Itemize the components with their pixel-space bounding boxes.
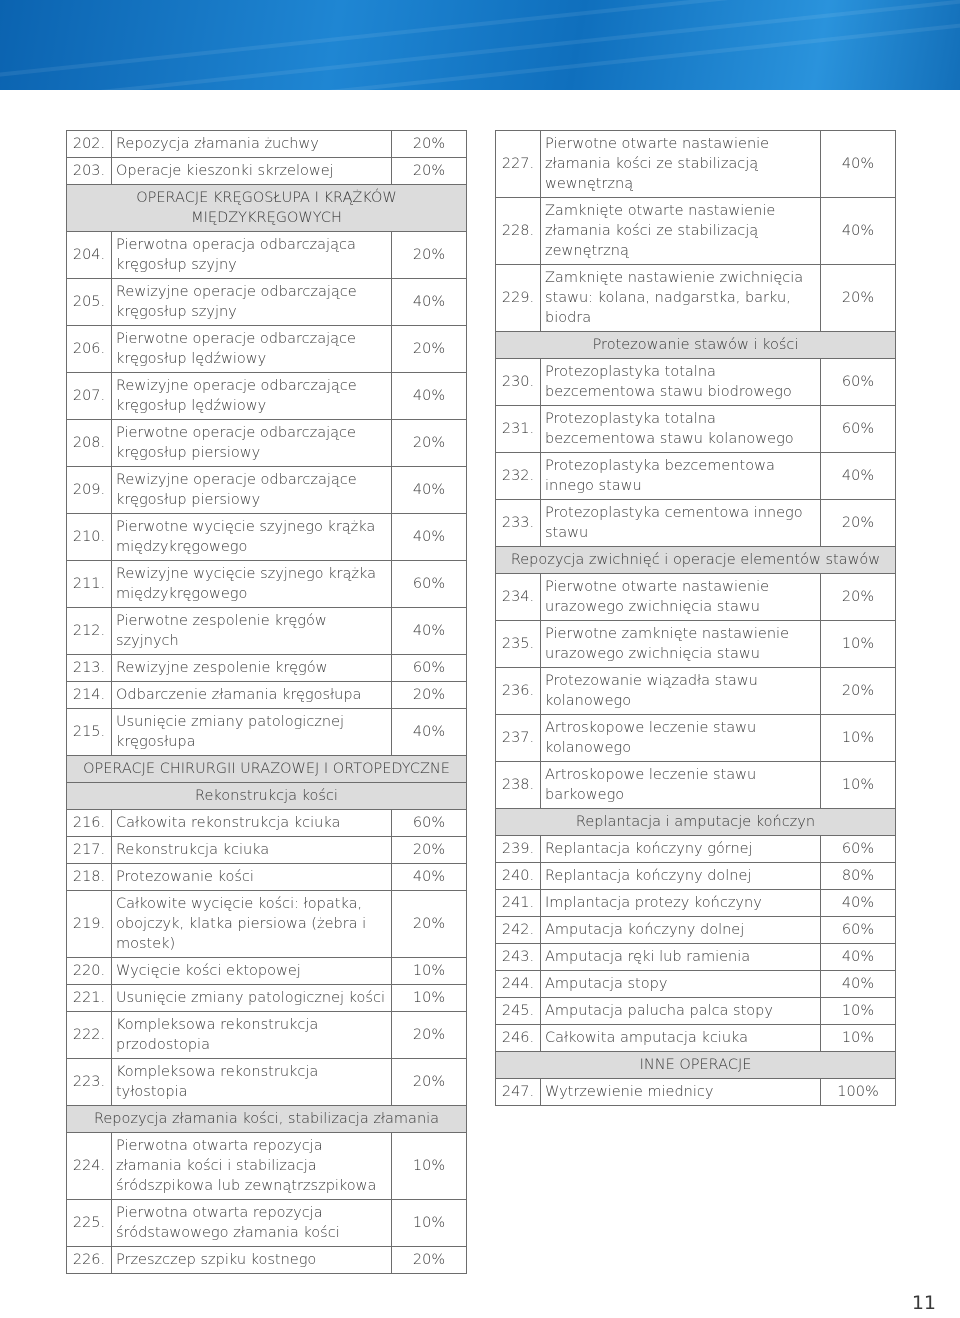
- procedure-number: 239.: [496, 836, 541, 863]
- procedure-row: [67, 1012, 467, 1059]
- procedure-percentage: 10%: [821, 621, 896, 668]
- procedure-number: 246.: [496, 1025, 541, 1052]
- procedure-name: Pierwotne otwarte nastawienie złamania kości ze stabilizacją wewnętrzną: [541, 131, 821, 198]
- procedure-name: Pierwotna operacja odbarczająca kręgosłup szyjny: [112, 232, 392, 279]
- section-header-row: [496, 809, 896, 836]
- procedure-number: 223.: [67, 1059, 112, 1106]
- procedure-row: [67, 326, 467, 373]
- section-header: Protezowanie stawów i kości: [496, 332, 896, 359]
- procedure-number: 230.: [496, 359, 541, 406]
- procedure-name: Pierwotne zamknięte nastawienie urazowego zwichnięcia stawu: [541, 621, 821, 668]
- procedure-name: Artroskopowe leczenie stawu barkowego: [541, 762, 821, 809]
- procedure-number: 204.: [67, 232, 112, 279]
- procedure-number: 227.: [496, 131, 541, 198]
- procedure-number: 244.: [496, 971, 541, 998]
- procedure-percentage: 60%: [821, 917, 896, 944]
- procedure-percentage: 10%: [392, 985, 467, 1012]
- procedure-number: 232.: [496, 453, 541, 500]
- procedure-row: [496, 762, 896, 809]
- procedure-name: Artroskopowe leczenie stawu kolanowego: [541, 715, 821, 762]
- procedure-percentage: 20%: [392, 158, 467, 185]
- procedure-name: Wytrzewienie miednicy: [541, 1079, 821, 1106]
- procedure-number: 211.: [67, 561, 112, 608]
- procedure-percentage: 20%: [392, 682, 467, 709]
- procedure-percentage: 10%: [821, 762, 896, 809]
- procedure-name: Rewizyjne wycięcie szyjnego krążka międzykręgowego: [112, 561, 392, 608]
- procedure-row: [67, 232, 467, 279]
- procedure-number: 216.: [67, 810, 112, 837]
- procedure-row: [67, 514, 467, 561]
- procedure-number: 238.: [496, 762, 541, 809]
- section-header: Repozycja złamania kości, stabilizacja złamania: [67, 1106, 467, 1133]
- procedure-number: 217.: [67, 837, 112, 864]
- procedure-percentage: 20%: [392, 1059, 467, 1106]
- procedure-percentage: 40%: [392, 467, 467, 514]
- procedure-percentage: 20%: [821, 265, 896, 332]
- section-header-row: [67, 783, 467, 810]
- procedure-name: Całkowita rekonstrukcja kciuka: [112, 810, 392, 837]
- procedure-name: Całkowite wycięcie kości: łopatka, obojczyk, klatka piersiowa (żebra i mostek): [112, 891, 392, 958]
- procedure-percentage: 60%: [821, 406, 896, 453]
- procedure-percentage: 40%: [392, 279, 467, 326]
- section-header: OPERACJE CHIRURGII URAZOWEJ I ORTOPEDYCZNE: [67, 756, 467, 783]
- section-header-row: [67, 185, 467, 232]
- procedure-row: [496, 406, 896, 453]
- procedure-number: 247.: [496, 1079, 541, 1106]
- page-number: 11: [911, 1292, 936, 1314]
- procedure-number: 202.: [67, 131, 112, 158]
- procedure-percentage: 10%: [392, 958, 467, 985]
- header-banner: [0, 0, 960, 90]
- section-header-row: [67, 756, 467, 783]
- procedure-row: [67, 709, 467, 756]
- procedure-row: [67, 891, 467, 958]
- procedure-row: [67, 682, 467, 709]
- procedure-number: 233.: [496, 500, 541, 547]
- procedure-row: [496, 621, 896, 668]
- procedure-name: Pierwotne wycięcie szyjnego krążka międzykręgowego: [112, 514, 392, 561]
- procedure-name: Operacje kieszonki skrzelowej: [112, 158, 392, 185]
- procedure-number: 241.: [496, 890, 541, 917]
- procedure-percentage: 80%: [821, 863, 896, 890]
- procedure-name: Protezoplastyka totalna bezcementowa stawu kolanowego: [541, 406, 821, 453]
- procedure-row: [496, 971, 896, 998]
- procedure-name: Przeszczep szpiku kostnego: [112, 1247, 392, 1274]
- procedure-row: [67, 1133, 467, 1200]
- procedure-name: Rewizyjne operacje odbarczające kręgosłup piersiowy: [112, 467, 392, 514]
- procedure-number: 240.: [496, 863, 541, 890]
- procedure-row: [496, 890, 896, 917]
- procedure-percentage: 20%: [392, 1247, 467, 1274]
- procedure-name: Pierwotna otwarta repozycja złamania kości i stabilizacja śródszpikowa lub zewnątrzszpikowa: [112, 1133, 392, 1200]
- procedure-number: 224.: [67, 1133, 112, 1200]
- procedure-name: Amputacja palucha palca stopy: [541, 998, 821, 1025]
- section-header-row: [496, 1052, 896, 1079]
- procedure-number: 225.: [67, 1200, 112, 1247]
- procedure-number: 245.: [496, 998, 541, 1025]
- procedure-percentage: 40%: [392, 864, 467, 891]
- procedure-name: Rekonstrukcja kciuka: [112, 837, 392, 864]
- procedure-number: 219.: [67, 891, 112, 958]
- procedure-name: Zamknięte otwarte nastawienie złamania kości ze stabilizacją zewnętrzną: [541, 198, 821, 265]
- procedure-name: Protezoplastyka totalna bezcementowa stawu biodrowego: [541, 359, 821, 406]
- procedure-row: [496, 359, 896, 406]
- procedure-number: 206.: [67, 326, 112, 373]
- procedure-name: Wycięcie kości ektopowej: [112, 958, 392, 985]
- procedure-row: [496, 863, 896, 890]
- procedure-percentage: 40%: [392, 514, 467, 561]
- procedure-name: Rewizyjne operacje odbarczające kręgosłup lędźwiowy: [112, 373, 392, 420]
- procedure-number: 237.: [496, 715, 541, 762]
- procedure-name: Rewizyjne zespolenie kręgów: [112, 655, 392, 682]
- procedure-name: Rewizyjne operacje odbarczające kręgosłup szyjny: [112, 279, 392, 326]
- section-header-row: [496, 547, 896, 574]
- procedure-name: Kompleksowa rekonstrukcja przodostopia: [112, 1012, 392, 1059]
- procedure-name: Replantacja kończyny dolnej: [541, 863, 821, 890]
- procedure-row: [67, 608, 467, 655]
- procedure-row: [67, 279, 467, 326]
- procedure-row: [496, 917, 896, 944]
- procedure-percentage: 40%: [821, 453, 896, 500]
- procedure-percentage: 10%: [392, 1200, 467, 1247]
- procedure-number: 242.: [496, 917, 541, 944]
- procedure-name: Pierwotne operacje odbarczające kręgosłup piersiowy: [112, 420, 392, 467]
- procedure-name: Amputacja stopy: [541, 971, 821, 998]
- procedure-row: [67, 420, 467, 467]
- procedure-row: [67, 1247, 467, 1274]
- procedure-percentage: 40%: [821, 971, 896, 998]
- procedure-percentage: 10%: [392, 1133, 467, 1200]
- procedure-percentage: 20%: [821, 500, 896, 547]
- procedure-name: Protezowanie kości: [112, 864, 392, 891]
- procedure-number: 243.: [496, 944, 541, 971]
- procedure-name: Protezowanie wiązadła stawu kolanowego: [541, 668, 821, 715]
- procedure-percentage: 10%: [821, 1025, 896, 1052]
- procedure-row: [496, 715, 896, 762]
- procedure-percentage: 40%: [821, 944, 896, 971]
- procedure-name: Pierwotne zespolenie kręgów szyjnych: [112, 608, 392, 655]
- procedure-row: [67, 158, 467, 185]
- procedure-percentage: 40%: [392, 373, 467, 420]
- procedure-percentage: 60%: [821, 836, 896, 863]
- procedure-row: [496, 1079, 896, 1106]
- procedure-name: Zamknięte nastawienie zwichnięcia stawu: kolana, nadgarstka, barku, biodra: [541, 265, 821, 332]
- procedure-number: 222.: [67, 1012, 112, 1059]
- section-header: Rekonstrukcja kości: [67, 783, 467, 810]
- procedure-percentage: 100%: [821, 1079, 896, 1106]
- procedure-number: 228.: [496, 198, 541, 265]
- procedure-row: [67, 837, 467, 864]
- procedure-row: [496, 131, 896, 198]
- procedure-percentage: 20%: [392, 131, 467, 158]
- procedure-percentage: 20%: [821, 574, 896, 621]
- procedure-row: [496, 198, 896, 265]
- procedure-row: [496, 998, 896, 1025]
- procedure-percentage: 20%: [392, 1012, 467, 1059]
- procedure-name: Repozycja złamania żuchwy: [112, 131, 392, 158]
- procedure-percentage: 40%: [821, 131, 896, 198]
- section-header: INNE OPERACJE: [496, 1052, 896, 1079]
- procedure-percentage: 10%: [821, 998, 896, 1025]
- procedure-percentage: 40%: [392, 709, 467, 756]
- procedure-row: [67, 810, 467, 837]
- procedure-name: Kompleksowa rekonstrukcja tyłostopia: [112, 1059, 392, 1106]
- procedure-number: 213.: [67, 655, 112, 682]
- procedure-number: 205.: [67, 279, 112, 326]
- procedure-percentage: 20%: [821, 668, 896, 715]
- procedure-row: [496, 668, 896, 715]
- section-header: OPERACJE KRĘGOSŁUPA I KRĄŻKÓW MIĘDZYKRĘGOWYCH: [67, 185, 467, 232]
- procedure-number: 210.: [67, 514, 112, 561]
- procedure-name: Protezoplastyka cementowa innego stawu: [541, 500, 821, 547]
- procedure-percentage: 60%: [392, 561, 467, 608]
- procedure-number: 218.: [67, 864, 112, 891]
- procedure-number: 234.: [496, 574, 541, 621]
- procedure-name: Pierwotne otwarte nastawienie urazowego zwichnięcia stawu: [541, 574, 821, 621]
- procedure-number: 226.: [67, 1247, 112, 1274]
- section-header: Repozycja zwichnięć i operacje elementów stawów: [496, 547, 896, 574]
- procedure-row: [67, 1200, 467, 1247]
- procedure-row: [67, 1059, 467, 1106]
- procedure-name: Całkowita amputacja kciuka: [541, 1025, 821, 1052]
- procedure-number: 208.: [67, 420, 112, 467]
- procedure-row: [67, 958, 467, 985]
- procedure-row: [496, 1025, 896, 1052]
- procedure-percentage: 60%: [821, 359, 896, 406]
- procedure-percentage: 40%: [821, 890, 896, 917]
- procedure-percentage: 20%: [392, 326, 467, 373]
- procedure-number: 207.: [67, 373, 112, 420]
- procedure-name: Implantacja protezy kończyny: [541, 890, 821, 917]
- procedure-percentage: 60%: [392, 810, 467, 837]
- procedure-row: [496, 453, 896, 500]
- procedure-row: [496, 836, 896, 863]
- procedure-percentage: 20%: [392, 232, 467, 279]
- procedure-name: Protezoplastyka bezcementowa innego stawu: [541, 453, 821, 500]
- procedure-number: 221.: [67, 985, 112, 1012]
- procedure-percentage: 20%: [392, 837, 467, 864]
- procedure-percentage: 60%: [392, 655, 467, 682]
- procedure-row: [496, 265, 896, 332]
- procedure-name: Pierwotne operacje odbarczające kręgosłup lędźwiowy: [112, 326, 392, 373]
- procedure-row: [67, 985, 467, 1012]
- procedure-row: [67, 467, 467, 514]
- procedure-row: [496, 944, 896, 971]
- procedure-name: Replantacja kończyny górnej: [541, 836, 821, 863]
- procedure-row: [67, 655, 467, 682]
- procedure-number: 231.: [496, 406, 541, 453]
- right-procedures-table: [495, 130, 896, 1106]
- section-header-row: [496, 332, 896, 359]
- procedure-name: Odbarczenie złamania kręgosłupa: [112, 682, 392, 709]
- procedure-row: [496, 574, 896, 621]
- procedure-name: Pierwotna otwarta repozycja śródstawowego złamania kości: [112, 1200, 392, 1247]
- procedure-number: 229.: [496, 265, 541, 332]
- procedure-percentage: 40%: [821, 198, 896, 265]
- left-procedures-table: [66, 130, 467, 1274]
- procedure-name: Amputacja kończyny dolnej: [541, 917, 821, 944]
- procedure-number: 236.: [496, 668, 541, 715]
- procedure-row: [67, 561, 467, 608]
- procedure-number: 209.: [67, 467, 112, 514]
- procedure-name: Usunięcie zmiany patologicznej kręgosłupa: [112, 709, 392, 756]
- procedure-row: [496, 500, 896, 547]
- procedure-number: 203.: [67, 158, 112, 185]
- procedure-percentage: 40%: [392, 608, 467, 655]
- procedure-number: 220.: [67, 958, 112, 985]
- procedure-percentage: 20%: [392, 891, 467, 958]
- procedure-number: 214.: [67, 682, 112, 709]
- procedure-row: [67, 864, 467, 891]
- procedure-row: [67, 131, 467, 158]
- section-header: Replantacja i amputacje kończyn: [496, 809, 896, 836]
- procedure-percentage: 20%: [392, 420, 467, 467]
- procedure-number: 235.: [496, 621, 541, 668]
- procedure-row: [67, 373, 467, 420]
- section-header-row: [67, 1106, 467, 1133]
- procedure-percentage: 10%: [821, 715, 896, 762]
- procedure-number: 215.: [67, 709, 112, 756]
- procedure-name: Amputacja ręki lub ramienia: [541, 944, 821, 971]
- procedure-name: Usunięcie zmiany patologicznej kości: [112, 985, 392, 1012]
- procedure-number: 212.: [67, 608, 112, 655]
